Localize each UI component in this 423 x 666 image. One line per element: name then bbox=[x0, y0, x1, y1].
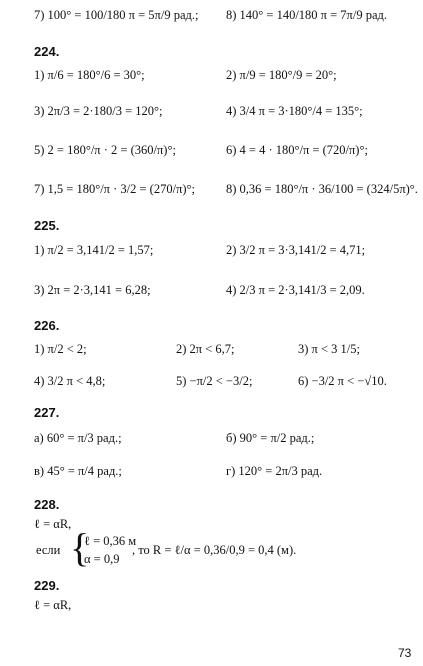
math-line: 8) 140° = 140/180 π = 7π/9 рад. bbox=[226, 8, 387, 22]
math-line: 6) −3/2 π < −√10. bbox=[298, 374, 387, 388]
exercise-number: 226. bbox=[34, 318, 60, 333]
math-line: 4) 3/2 π < 4,8; bbox=[34, 374, 106, 388]
math-line: 8) 0,36 = 180°/π · 36/100 = (324/5π)°. bbox=[226, 182, 418, 196]
math-line: 2) 2π < 6,7; bbox=[176, 342, 235, 356]
math-line: 4) 2/3 π = 2·3,141/3 = 2,09. bbox=[226, 283, 365, 297]
math-line: 5) 2 = 180°/π · 2 = (360/π)°; bbox=[34, 143, 176, 157]
math-line: 7) 1,5 = 180°/π · 3/2 = (270/π)°; bbox=[34, 182, 196, 196]
math-line: 3) 2π/3 = 2·180/3 = 120°; bbox=[34, 104, 163, 118]
math-line: 1) π/2 < 2; bbox=[34, 342, 87, 356]
math-line: , то R = ℓ/α = 0,36/0,9 = 0,4 (м). bbox=[132, 543, 297, 557]
page-number: 73 bbox=[398, 646, 412, 660]
math-line: 3) 2π = 2·3,141 = 6,28; bbox=[34, 283, 151, 297]
math-line: 4) 3/4 π = 3·180°/4 = 135°; bbox=[226, 104, 363, 118]
math-line: ℓ = αR, bbox=[34, 517, 72, 531]
math-line: 2) π/9 = 180°/9 = 20°; bbox=[226, 68, 337, 82]
math-line: 1) π/2 = 3,141/2 = 1,57; bbox=[34, 243, 154, 257]
math-line: 7) 100° = 100/180 π = 5π/9 рад.; bbox=[34, 8, 199, 22]
math-line: г) 120° = 2π/3 рад. bbox=[226, 464, 323, 478]
exercise-number: 224. bbox=[34, 44, 60, 59]
math-line: ℓ = 0,36 м bbox=[84, 534, 137, 548]
math-line: 6) 4 = 4 · 180°/π = (720/π)°; bbox=[226, 143, 368, 157]
exercise-number: 227. bbox=[34, 405, 60, 420]
exercise-number: 229. bbox=[34, 578, 60, 593]
exercise-number: 228. bbox=[34, 497, 60, 512]
math-line: 3) π < 3 1/5; bbox=[298, 342, 360, 356]
math-line: в) 45° = π/4 рад.; bbox=[34, 464, 122, 478]
math-line: а) 60° = π/3 рад.; bbox=[34, 431, 122, 445]
math-line: 5) −π/2 < −3/2; bbox=[176, 374, 253, 388]
exercise-number: 225. bbox=[34, 218, 60, 233]
math-line: α = 0,9 bbox=[84, 552, 120, 566]
math-line: 2) 3/2 π = 3·3,141/2 = 4,71; bbox=[226, 243, 366, 257]
math-line: 1) π/6 = 180°/6 = 30°; bbox=[34, 68, 145, 82]
math-line: б) 90° = π/2 рад.; bbox=[226, 431, 315, 445]
math-line: ℓ = αR, bbox=[34, 598, 72, 612]
system-brace: { bbox=[70, 525, 90, 570]
math-line: если bbox=[36, 543, 61, 557]
